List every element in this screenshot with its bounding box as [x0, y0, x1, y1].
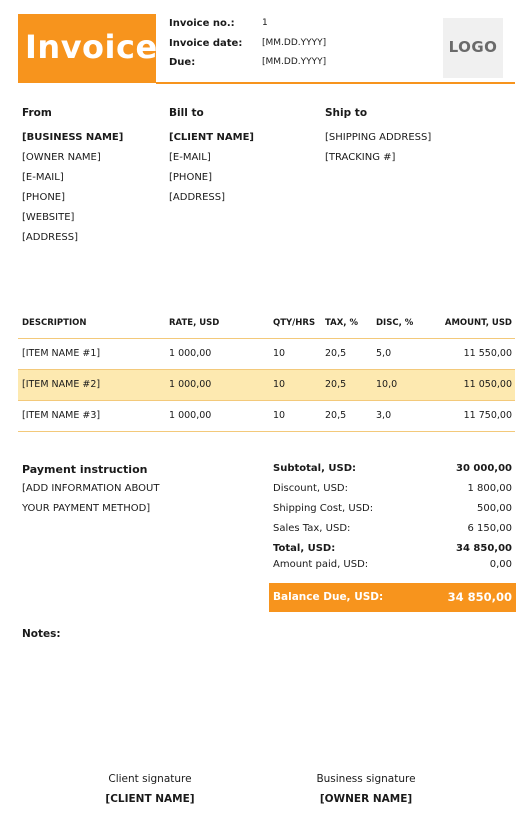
notes-heading: Notes: — [22, 628, 61, 640]
balance-due-value: 34 850,00 — [447, 590, 512, 604]
row2-tax: 20,5 — [325, 379, 347, 390]
invoice-date-value: [MM.DD.YYYY] — [262, 38, 327, 48]
from-block — [22, 128, 123, 248]
balance-due-label: Balance Due, USD: — [273, 591, 384, 603]
table-row-rule — [18, 369, 515, 370]
ship-to-tracking: [TRACKING #] — [325, 152, 396, 163]
from-website: [WEBSITE] — [22, 212, 75, 223]
due-value: [MM.DD.YYYY] — [262, 57, 327, 67]
bill-to-heading: Bill to — [169, 107, 204, 119]
row1-rate: 1 000,00 — [169, 348, 212, 359]
shipping-label: Shipping Cost, USD: — [273, 503, 374, 514]
from-owner-name: [OWNER NAME] — [22, 152, 101, 163]
subtotal-value: 30 000,00 — [456, 463, 512, 474]
bill-to-client-name: [CLIENT NAME] — [169, 132, 254, 143]
client-signature-name: [CLIENT NAME] — [105, 793, 195, 805]
ship-to-block — [325, 128, 431, 168]
col-disc: DISC, % — [376, 318, 414, 328]
row2-disc: 10,0 — [376, 379, 398, 390]
invoice-no-label: Invoice no.: — [169, 18, 235, 29]
row3-disc: 3,0 — [376, 410, 392, 421]
payment-line-2: YOUR PAYMENT METHOD] — [22, 503, 151, 514]
row1-disc: 5,0 — [376, 348, 392, 359]
discount-value: 1 800,00 — [467, 483, 512, 494]
total-value: 34 850,00 — [456, 543, 512, 554]
invoice-date-label: Invoice date: — [169, 38, 243, 49]
bill-to-email: [E-MAIL] — [169, 152, 211, 163]
payment-info — [22, 479, 159, 519]
discount-label: Discount, USD: — [273, 483, 348, 494]
col-tax: TAX, % — [325, 318, 358, 328]
row3-rate: 1 000,00 — [169, 410, 212, 421]
sales-tax-value: 6 150,00 — [467, 523, 512, 534]
col-description: DESCRIPTION — [22, 318, 87, 328]
col-amount: AMOUNT, USD — [444, 318, 512, 328]
from-phone: [PHONE] — [22, 192, 66, 203]
table-header-rule — [18, 338, 515, 339]
row2-amount: 11 050,00 — [463, 379, 512, 390]
from-email: [E-MAIL] — [22, 172, 64, 183]
due-label: Due: — [169, 57, 196, 68]
ship-to-heading: Ship to — [325, 107, 368, 119]
row1-qty: 10 — [273, 348, 286, 359]
bill-to-address: [ADDRESS] — [169, 192, 226, 203]
logo-text: LOGO — [448, 38, 498, 56]
row1-amount: 11 550,00 — [463, 348, 512, 359]
row2-rate: 1 000,00 — [169, 379, 212, 390]
table-row-rule — [18, 400, 515, 401]
row1-description: [ITEM NAME #1] — [22, 348, 101, 359]
amount-paid-value: 0,00 — [489, 559, 512, 570]
col-rate: RATE, USD — [169, 318, 220, 328]
sales-tax-label: Sales Tax, USD: — [273, 523, 351, 534]
business-signature-label: Business signature — [316, 773, 416, 785]
row2-description: [ITEM NAME #2] — [22, 379, 101, 390]
row3-tax: 20,5 — [325, 410, 347, 421]
row1-tax: 20,5 — [325, 348, 347, 359]
ship-to-address: [SHIPPING ADDRESS] — [325, 132, 432, 143]
from-address: [ADDRESS] — [22, 232, 79, 243]
row2-qty: 10 — [273, 379, 286, 390]
subtotal-label: Subtotal, USD: — [273, 463, 356, 474]
table-bottom-rule — [18, 431, 515, 432]
bill-to-block — [169, 128, 254, 208]
invoice-no-value: 1 — [262, 18, 268, 28]
row3-qty: 10 — [273, 410, 286, 421]
total-label: Total, USD: — [273, 543, 336, 554]
business-signature-name: [OWNER NAME] — [319, 793, 413, 805]
shipping-value: 500,00 — [477, 503, 512, 514]
payment-heading: Payment instruction — [22, 463, 148, 476]
invoice-title: Invoice — [25, 28, 158, 66]
row3-description: [ITEM NAME #3] — [22, 410, 101, 421]
from-business-name: [BUSINESS NAME] — [22, 132, 124, 143]
row3-amount: 11 750,00 — [463, 410, 512, 421]
bill-to-phone: [PHONE] — [169, 172, 213, 183]
payment-line-1: [ADD INFORMATION ABOUT — [22, 483, 160, 494]
header-divider — [156, 82, 515, 84]
col-qty: QTY/HRS — [273, 318, 316, 328]
client-signature-label: Client signature — [108, 773, 192, 785]
from-heading: From — [22, 107, 52, 119]
amount-paid-label: Amount paid, USD: — [273, 559, 369, 570]
